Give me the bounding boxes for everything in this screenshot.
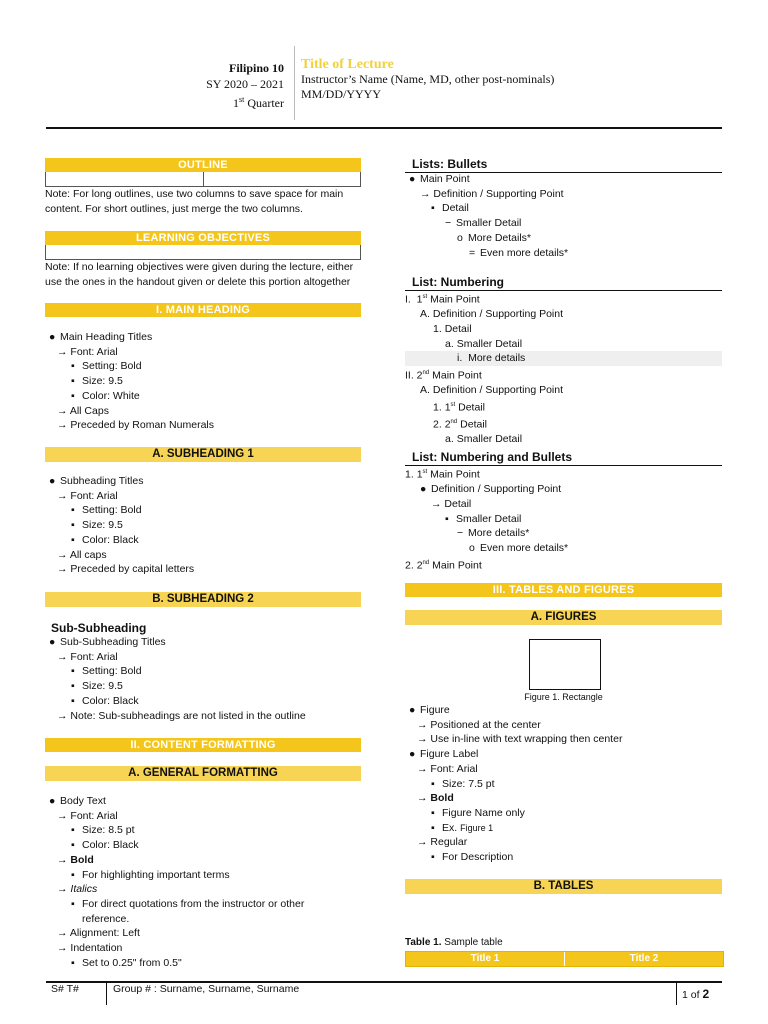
header-divider bbox=[294, 46, 295, 120]
table-caption: Table 1. Sample table bbox=[405, 937, 503, 948]
list-item: ▪ Size: 9.5 bbox=[71, 519, 123, 532]
list-item: → Font: Arial bbox=[57, 650, 118, 663]
list-item: ▪ Color: White bbox=[71, 389, 140, 402]
list-item: o More Details* bbox=[457, 231, 532, 244]
list-item: ▪ Figure Name only bbox=[431, 806, 525, 819]
list-item: ▪ Size: 8.5 pt bbox=[71, 824, 135, 837]
figures-bar: A. FIGURES bbox=[405, 610, 722, 625]
header-course-info bbox=[206, 60, 284, 111]
figure-rectangle bbox=[529, 639, 601, 690]
list-item: a. Smaller Detail bbox=[445, 337, 523, 350]
tables-figures-bar: III. TABLES AND FIGURES bbox=[405, 583, 722, 597]
list-item: ● Sub-Subheading Titles bbox=[49, 636, 166, 648]
list-item: ▪ Size: 9.5 bbox=[71, 375, 123, 388]
list-item: ▪ Setting: Bold bbox=[71, 665, 142, 678]
list-item: ▪ Size: 7.5 pt bbox=[431, 777, 495, 790]
list-item: → Preceded by Roman Numerals bbox=[57, 419, 214, 432]
learning-objectives-note: Note: If no learning objectives were given during the lecture, either use the ones in the handout given or delete this portion altogether bbox=[45, 261, 354, 288]
list-item: → Bold bbox=[417, 792, 454, 805]
school-year: SY 2020 – 2021 bbox=[206, 77, 284, 91]
outline-section bbox=[45, 158, 361, 217]
list-item: → Italics bbox=[57, 883, 98, 896]
footer-divider bbox=[676, 983, 677, 1005]
list-item: → Note: Sub-subheadings are not listed in the outline bbox=[57, 709, 306, 722]
list-item: 2. 2nd Detail bbox=[433, 418, 487, 431]
lecture-date: MM/DD/YYYY bbox=[301, 87, 382, 101]
list-item: ▪ For Description bbox=[431, 851, 514, 864]
list-item: ▪ Color: Black bbox=[71, 839, 139, 852]
list-item: i. More details bbox=[405, 351, 722, 366]
list-item: → Use in-line with text wrapping then center bbox=[417, 733, 623, 746]
list-item: ▪ Setting: Bold bbox=[71, 504, 142, 517]
list-item: ● Main Heading Titles bbox=[49, 331, 153, 343]
list-item: 1. 1st Detail bbox=[433, 401, 485, 414]
sub-subheading-title: Sub-Subheading bbox=[51, 621, 147, 635]
table-header-cell: Title 1 bbox=[406, 952, 565, 966]
list-item: A. Definition / Supporting Point bbox=[420, 308, 564, 321]
learning-objectives-bar: LEARNING OBJECTIVES bbox=[45, 231, 361, 245]
list-item: ● Definition / Supporting Point bbox=[420, 483, 562, 496]
main-heading-bar: I. MAIN HEADING bbox=[45, 303, 361, 317]
list-item: 1. Detail bbox=[433, 322, 472, 335]
bullets-list bbox=[405, 172, 568, 260]
list-item: ● Figure bbox=[409, 704, 450, 716]
list-item: ▪ Size: 9.5 bbox=[71, 680, 123, 693]
subheading-2-bar: B. SUBHEADING 2 bbox=[45, 592, 361, 607]
list-item: → Alignment: Left bbox=[57, 927, 140, 940]
list-item: ▪ Color: Black bbox=[71, 694, 139, 707]
footer-divider bbox=[106, 983, 107, 1005]
list-item: ▪ Set to 0.25" from 0.5" bbox=[71, 956, 182, 969]
list-item: I. 1st Main Point bbox=[405, 293, 480, 306]
figures-list bbox=[405, 703, 622, 865]
footer-group: Group # : Surname, Surname, Surname bbox=[113, 983, 300, 995]
list-item: → Font: Arial bbox=[57, 345, 118, 358]
list-item: → Font: Arial bbox=[57, 809, 118, 822]
instructor-name: Instructor’s Name (Name, MD, other post-nominals) bbox=[301, 72, 555, 86]
list-item: ▪ Setting: Bold bbox=[71, 360, 142, 373]
list-item: − More details* bbox=[457, 527, 530, 540]
list-numbering-title: List: Numbering bbox=[405, 275, 722, 291]
outline-bar: OUTLINE bbox=[45, 158, 361, 172]
list-item: II. 2nd Main Point bbox=[405, 369, 482, 382]
header-lecture-info bbox=[301, 57, 554, 102]
list-item: 1. 1st Main Point bbox=[405, 468, 480, 481]
table-header-cell: Title 2 bbox=[629, 953, 659, 964]
main-heading-list bbox=[45, 330, 214, 433]
list-item: ▪ Smaller Detail bbox=[445, 512, 522, 525]
list-item: → Indentation bbox=[57, 942, 123, 955]
list-item: → Bold bbox=[57, 853, 94, 866]
list-item: → Font: Arial bbox=[417, 762, 478, 775]
sub-subheading-list bbox=[45, 635, 306, 723]
tables-bar: B. TABLES bbox=[405, 879, 722, 894]
list-item: A. Definition / Supporting Point bbox=[420, 384, 564, 397]
numbering-bullets-list bbox=[405, 465, 568, 573]
list-item: → Regular bbox=[417, 836, 468, 849]
list-item: o Even more details* bbox=[469, 542, 569, 555]
list-item: ● Figure Label bbox=[409, 748, 479, 761]
header-rule bbox=[46, 127, 722, 129]
subheading-1-bar: A. SUBHEADING 1 bbox=[45, 447, 361, 462]
list-item: reference. bbox=[82, 912, 130, 925]
page-number: 1 of 2 bbox=[682, 987, 710, 1001]
list-item: → Font: Arial bbox=[57, 489, 118, 502]
subheading-list bbox=[45, 474, 194, 577]
list-item: → Detail bbox=[431, 497, 472, 510]
general-formatting-bar: A. GENERAL FORMATTING bbox=[45, 766, 361, 781]
list-item: ▪ For direct quotations from the instructor or other bbox=[71, 897, 305, 910]
general-formatting-list bbox=[45, 794, 304, 970]
list-item: → Preceded by capital letters bbox=[57, 563, 195, 576]
list-item: → All caps bbox=[57, 548, 107, 561]
lists-bullets-title: Lists: Bullets bbox=[405, 157, 722, 173]
list-item: ● Main Point bbox=[409, 173, 470, 185]
list-item: = Even more details* bbox=[469, 246, 569, 259]
list-item: − Smaller Detail bbox=[445, 217, 522, 230]
list-item: a. Smaller Detail bbox=[445, 433, 523, 446]
list-item: → All Caps bbox=[57, 404, 109, 417]
lecture-title: Title of Lecture bbox=[301, 57, 394, 72]
content-formatting-bar: II. CONTENT FORMATTING bbox=[45, 738, 361, 752]
list-item: ▪ For highlighting important terms bbox=[71, 868, 230, 881]
sample-table-header bbox=[405, 951, 724, 967]
list-item: ▪ Ex. Figure 1 bbox=[431, 821, 494, 834]
list-numbering-bullets-title: List: Numbering and Bullets bbox=[405, 450, 722, 466]
list-item: → Definition / Supporting Point bbox=[420, 187, 564, 200]
outline-note: Note: For long outlines, use two columns to save space for main content. For short outlines, just merge the two columns. bbox=[45, 188, 344, 215]
learning-objectives-section bbox=[45, 231, 361, 290]
course-name: Filipino 10 bbox=[228, 61, 284, 75]
learning-objectives-box bbox=[45, 245, 361, 260]
list-item: → Positioned at the center bbox=[417, 718, 541, 731]
list-item: 2. 2nd Main Point bbox=[405, 559, 482, 572]
list-item: ● Body Text bbox=[49, 795, 106, 807]
outline-table bbox=[45, 172, 361, 187]
numbering-list bbox=[405, 290, 722, 447]
list-item: ● Subheading Titles bbox=[49, 475, 144, 487]
footer-code: S# T# bbox=[51, 983, 79, 995]
list-item: ▪ Color: Black bbox=[71, 533, 139, 546]
list-item: ▪ Detail bbox=[431, 202, 469, 215]
quarter: 1st Quarter bbox=[233, 95, 284, 110]
figure-caption: Figure 1. Rectangle bbox=[524, 692, 603, 702]
